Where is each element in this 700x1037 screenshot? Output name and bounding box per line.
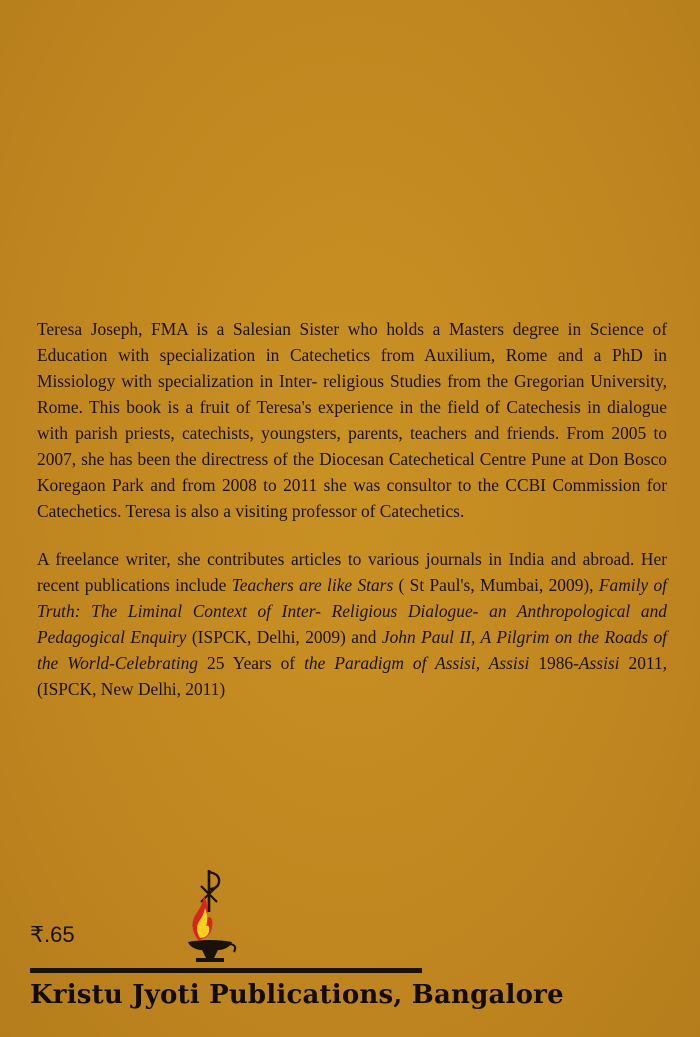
price: ₹.65	[30, 922, 75, 947]
bio-text: A freelance writer, she contributes articles to various journals in India and abroad. Her recent publications include	[37, 549, 667, 595]
book-title: John Paul II, A Pilgrim on the Roads of the World-Celebrating	[37, 627, 668, 673]
book-title: Teachers are like Stars	[231, 575, 394, 595]
bio-text: 25 Years of	[198, 653, 305, 673]
bio-paragraph-1: Teresa Joseph, FMA is a Salesian Sister who holds a Masters degree in Science of Education with specialization in Catechetics from Auxilium, Rome and a PhD in Missiology with specialization in Inter- religious Studies from the Gregorian University, Rome. This book is a fruit of Teresa's experience in the field of Catechesis in dialogue with parish priests, catechists, youngsters, parents, teachers and friends. From 2005 to 2007, she has been the directress of the Diocesan Catechetical Centre Pune at Don Bosco Koregaon Park and from 2008 to 2011 she was consultor to the CCBI Commission for Catechetics. Teresa is also a visiting professor of Catechetics.	[37, 319, 667, 521]
bio-text: 1986-	[529, 653, 579, 673]
book-title: the Paradigm of Assisi, Assisi	[304, 653, 530, 673]
bio-text: ( St Paul's, Mumbai, 2009),	[393, 575, 599, 595]
bio-text: 2011, (ISPCK, New Delhi, 2011)	[37, 653, 667, 699]
book-title: Assisi	[578, 653, 620, 673]
publisher-name: Kristu Jyoti Publications, Bangalore	[30, 980, 564, 1010]
author-bio	[37, 316, 667, 724]
chi-rho-lamp-icon	[180, 868, 240, 966]
bio-paragraph-2	[37, 546, 667, 702]
divider-rule	[30, 968, 422, 973]
bio-text: (ISPCK, Delhi, 2009) and	[186, 627, 382, 647]
book-title: Family of Truth: The Liminal Context of Inter- Religious Dialogue- an Anthropological and Pedagogical Enquiry	[37, 575, 667, 647]
